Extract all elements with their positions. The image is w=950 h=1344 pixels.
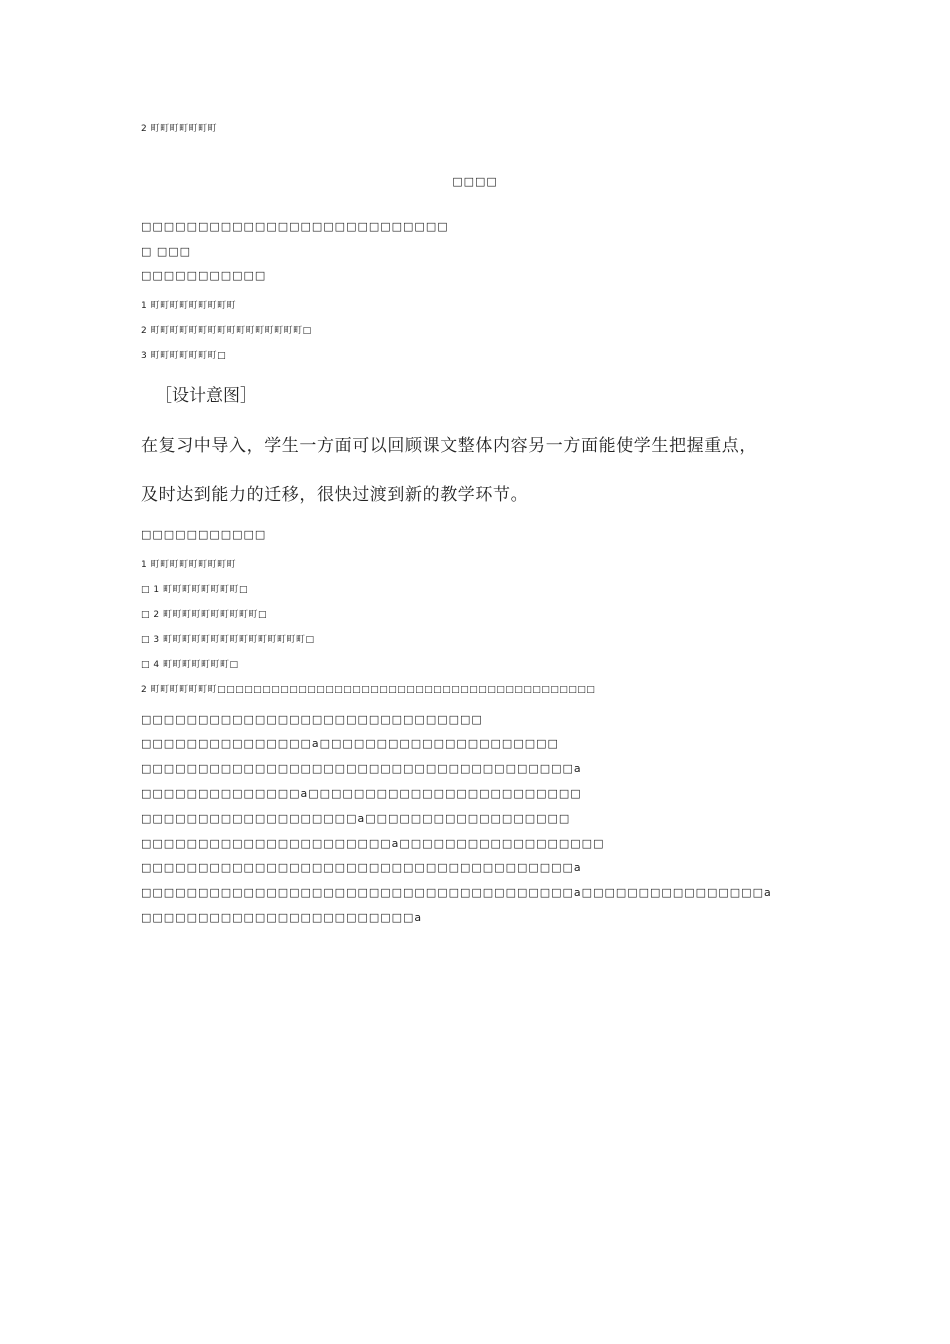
- text-line: □□□□□□□□□□□□□□a□□□□□□□□□□□□□□□□□□□□□□□□: [141, 787, 582, 800]
- text-line: □□□□□□□□□□□□□□□□□□□□□□□□□□□□□□: [141, 713, 483, 726]
- text-line: □□□□□□□□□□□□□□□□□□□□□□□□a: [141, 911, 423, 924]
- text-line: □□□□□□□□□□□□□□□□□□□□□□□□□□□□□□□□□□□□□□a□□□□□□□□□□□□□□□□a: [141, 886, 772, 899]
- list-item: □ 3 町町町町町町町町町町町町町町町□: [141, 635, 315, 645]
- list-item: 1 町町町町町町町町町: [141, 301, 237, 311]
- text-line: □□□□□□□□□□□□□□□□□□□□□□□□□□□□□□□□□□□□□□a: [141, 762, 582, 775]
- design-intent-heading: ［设计意图］: [155, 386, 257, 406]
- text-line: □ □□□: [141, 245, 192, 258]
- body-text: 及时达到能力的迁移，很快过渡到新的教学环节。: [141, 485, 529, 505]
- list-item: □ 1 町町町町町町町町□: [141, 585, 248, 595]
- list-item: □ 4 町町町町町町町□: [141, 660, 239, 670]
- text-line: 2 町町町町町町町: [141, 124, 218, 134]
- text-line: □□□□□□□□□□□□□□□□□□□□□□a□□□□□□□□□□□□□□□□□□: [141, 837, 605, 850]
- text-line: □□□□□□□□□□□: [141, 528, 267, 541]
- text-line: □□□□□□□□□□□: [141, 269, 267, 282]
- list-item: □ 2 町町町町町町町町町町□: [141, 610, 267, 620]
- text-line: □□□□□□□□□□□□□□□□□□□□□□□□□□□□□□□□□□□□□□a: [141, 861, 582, 874]
- list-item: 1 町町町町町町町町町: [141, 560, 237, 570]
- list-item: 2 町町町町町町町□□□□□□□□□□□□□□□□□□□□□□□□□□□□□□□□□□□□□□□□□□: [141, 685, 596, 695]
- list-item: 3 町町町町町町町□: [141, 351, 227, 361]
- text-line: □□□□□□□□□□□□□□□□□□□a□□□□□□□□□□□□□□□□□□: [141, 812, 571, 825]
- text-line: □□□□□□□□□□□□□□□□□□□□□□□□□□□: [141, 220, 449, 233]
- body-text: 在复习中导入，学生一方面可以回顾课文整体内容另一方面能使学生把握重点，: [141, 436, 757, 456]
- text-line: □□□□□□□□□□□□□□□a□□□□□□□□□□□□□□□□□□□□□: [141, 737, 559, 750]
- section-title: □□□□: [452, 175, 498, 188]
- list-item: 2 町町町町町町町町町町町町町町町町□: [141, 326, 312, 336]
